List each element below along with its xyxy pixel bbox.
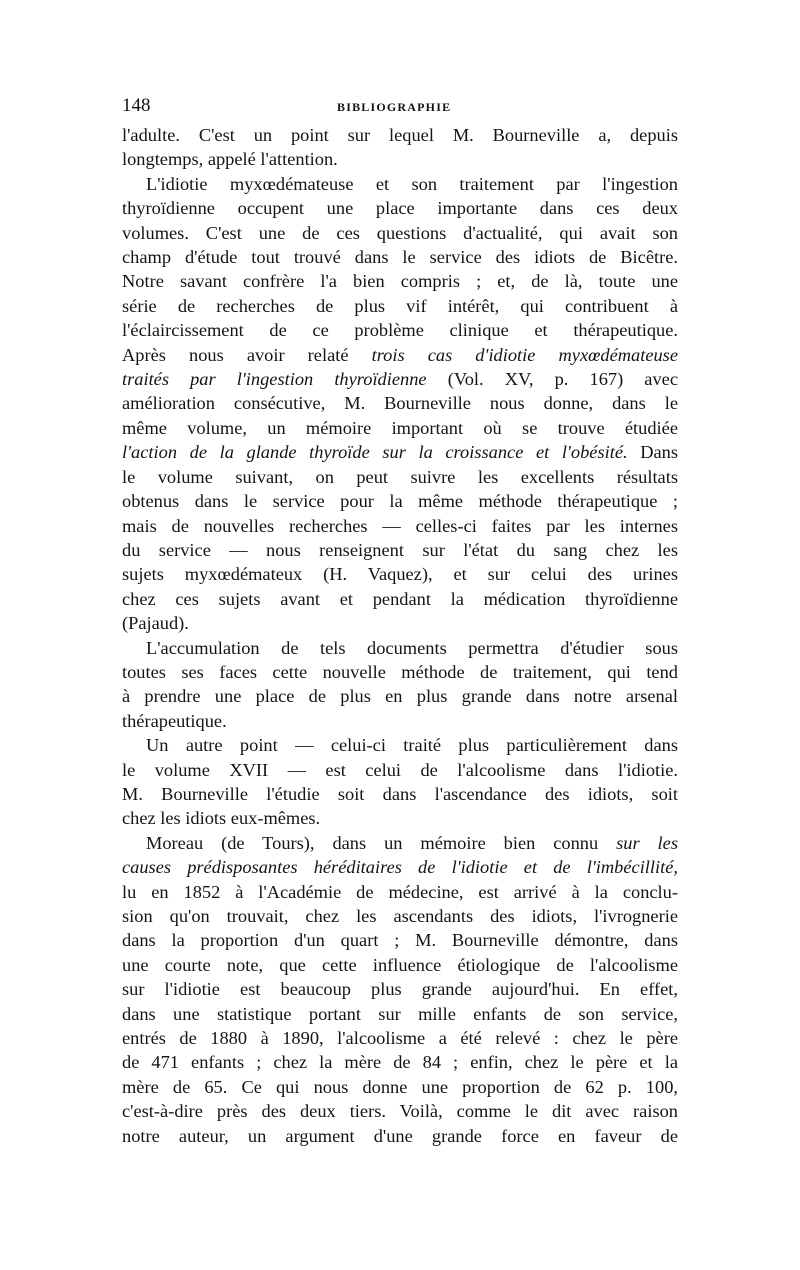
text-line: l'éclaircissement de ce problème clinique et thérapeutique. [122,320,678,341]
page-number: 148 [122,95,151,116]
text-line: une courte note, que cette influence étiologique de l'alcoolisme [122,954,678,975]
text-line: sion qu'on trouvait, chez les ascendants des idiots, l'ivrognerie [122,906,678,926]
text-line: Un autre point — celui-ci traité plus particulièrement dans [146,735,678,756]
text-line: l'adulte. C'est un point sur lequel M. Bourneville a, depuis [122,125,678,145]
text-line: M. Bourneville l'étudie soit dans l'ascendance des idiots, soit [122,783,678,804]
text-line: dans la proportion d'un quart ; M. Bourneville démontre, dans [122,930,678,951]
text-run: Dans [627,442,678,463]
text-line [122,343,678,367]
text-line: le volume suivant, on peut suivre les excellents résultats [122,466,678,487]
text-line: c'est-à-dire près des deux tiers. Voilà, comme le dit avec raison [122,1101,678,1122]
text-line: amélioration consécutive, M. Bourneville nous donne, dans le [122,393,678,414]
text-line: toutes ses faces cette nouvelle méthode de traitement, qui tend [122,661,678,682]
text-line: L'accumulation de tels documents permettra d'étudier sous [146,637,678,658]
text-line: volumes. C'est une de ces questions d'actualité, qui avait son [122,222,678,243]
text-line [122,440,678,464]
text-line: sur l'idiotie est beaucoup plus grande aujourd'hui. En effet, [122,979,678,1000]
text-line: champ d'étude tout trouvé dans le service des idiots de Bicêtre. [122,247,678,268]
text-line: chez les idiots eux-mêmes. [122,808,321,829]
body-text [122,123,678,1148]
text-line [122,367,678,391]
text-line: obtenus dans le service pour la même méthode thérapeutique ; [122,491,678,512]
text-line: mère de 65. Ce qui nous donne une proportion de 62 p. 100, [122,1076,678,1097]
text-line: du service — nous renseignent sur l'état du sang chez les [122,539,678,560]
text-line: même volume, un mémoire important où se trouve étudiée [122,417,678,438]
text-line: à prendre une place de plus en plus grande dans notre arsenal [122,686,678,707]
running-head [122,94,678,118]
section-title: BIBLIOGRAPHIE [337,100,452,114]
text-line: chez ces sujets avant et pendant la médication thyroïdienne [122,588,678,609]
text-line: thyroïdienne occupent une place importante dans ces deux [122,198,678,219]
text-line: de 471 enfants ; chez la mère de 84 ; enfin, chez le père et la [122,1052,678,1073]
text-line: notre auteur, un argument d'une grande force en faveur de [122,1125,678,1146]
italic-title: l'action de la glande thyroïde sur la croissance et l'obésité. [122,442,628,463]
italic-title: sur les [616,832,678,853]
text-line [122,855,678,879]
text-run: Après nous avoir relaté [122,344,372,365]
text-run: Moreau (de Tours), dans un mémoire bien connu [146,832,617,853]
text-line: dans une statistique portant sur mille enfants de son service, [122,1003,678,1024]
italic-title: causes prédisposantes héréditaires de l'idiotie et de l'imbécillité, [122,857,678,878]
text-line: sujets myxœdémateux (H. Vaquez), et sur celui des urines [122,564,678,585]
italic-title: trois cas d'idiotie myxœdémateuse [371,344,679,365]
text-line [122,831,678,855]
text-line: longtemps, appelé l'attention. [122,149,338,170]
text-line: lu en 1852 à l'Académie de médecine, est arrivé à la conclu- [122,881,678,902]
text-line: Notre savant confrère l'a bien compris ; et, de là, toute une [122,271,678,292]
text-line: (Pajaud). [122,613,189,634]
text-line: thérapeutique. [122,710,227,731]
italic-title: traités par l'ingestion thyroïdienne [122,369,427,390]
text-line: mais de nouvelles recherches — celles-ci faites par les internes [122,515,678,536]
text-line: série de recherches de plus vif intérêt, qui contribuent à [122,295,678,316]
text-line: entrés de 1880 à 1890, l'alcoolisme a été relevé : chez le père [122,1028,678,1049]
text-line: L'idiotie myxœdémateuse et son traitement par l'ingestion [146,173,678,194]
text-line: le volume XVII — est celui de l'alcoolisme dans l'idiotie. [122,759,678,780]
text-run: (Vol. XV, p. 167) avec [426,369,678,390]
